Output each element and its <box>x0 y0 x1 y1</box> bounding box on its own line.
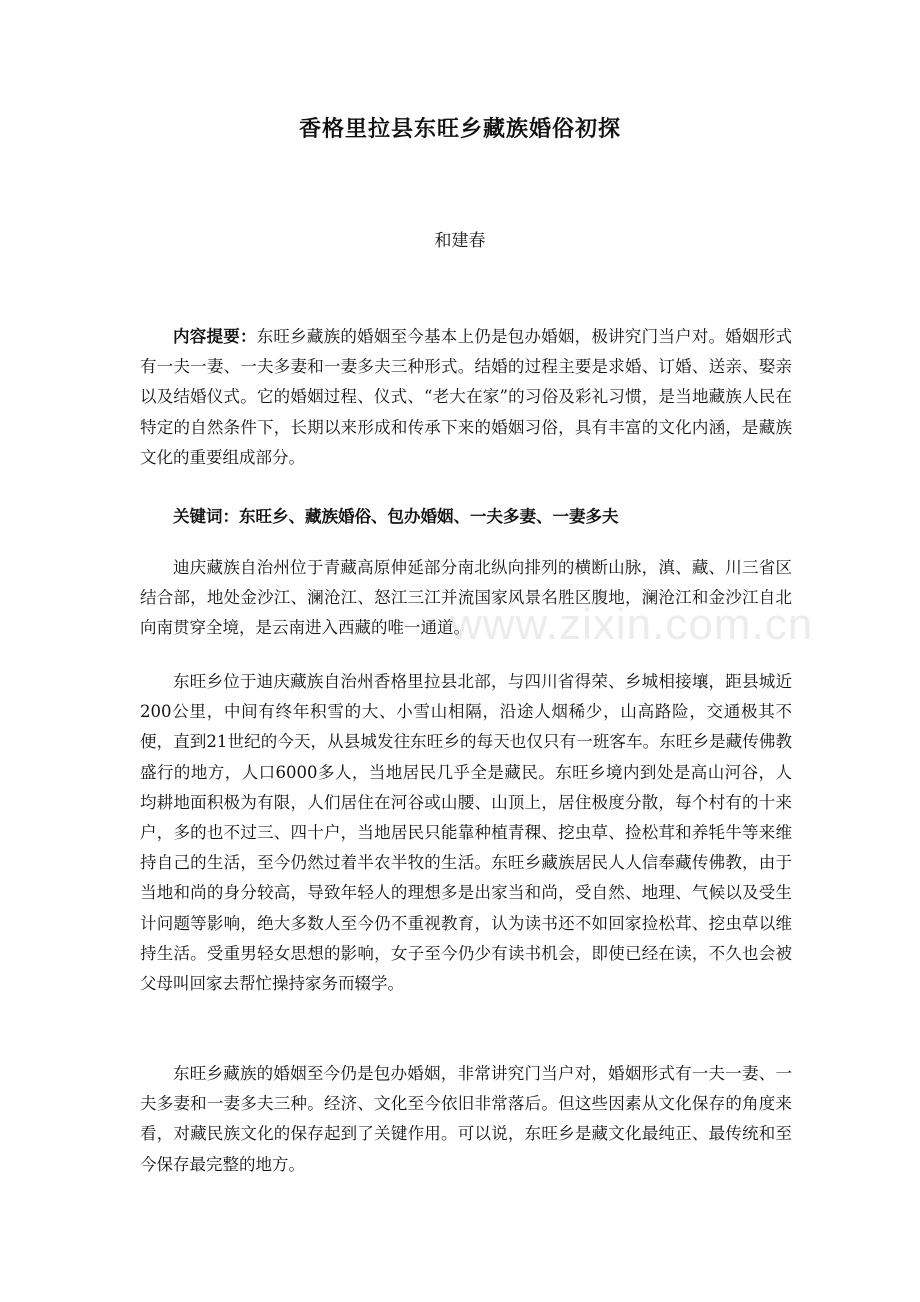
abstract-text: 东旺乡藏族的婚姻至今基本上仍是包办婚姻，极讲究门当户对。婚姻形式有一夫一妻、一夫多妻和一妻多夫三种形式。结婚的过程主要是求婚、订婚、送亲、娶亲以及结婚仪式。它的婚姻过程、仪式、“老大在家”的习俗及彩礼习惯，是当地藏族人民在特定的自然条件下，长期以来形成和传承下来的婚姻习俗，具有丰富的文化内涵，是藏族文化的重要组成部分。 <box>140 327 793 467</box>
watermark: www.zixin.com.cn <box>450 600 814 649</box>
keywords-line: 关键词：东旺乡、藏族婚俗、包办婚姻、一夫多妻、一妻多夫 <box>173 507 619 526</box>
body-paragraph-3: 东旺乡藏族的婚姻至今仍是包办婚姻，非常讲究门当户对，婚姻形式有一夫一妻、一夫多妻和一妻多夫三种。经济、文化至今依旧非常落后。但这些因素从文化保存的角度来看，对藏民族文化的保存起到了关键作用。可以说，东旺乡是藏文化最纯正、最传统和至今保存最完整的地方。 <box>140 1064 792 1174</box>
abstract-label: 内容提要： <box>173 327 257 346</box>
document-title: 香格里拉县东旺乡藏族婚俗初探 <box>298 116 621 142</box>
abstract-paragraph <box>140 322 792 473</box>
body-paragraph-1: 迪庆藏族自治州位于青藏高原伸延部分南北纵向排列的横断山脉，滇、藏、川三省区结合部，地处金沙江、澜沧江、怒江三江并流国家风景名胜区腹地，澜沧江和金沙江自北向南贯穿全境，是云南进入西藏的唯一通道。 <box>140 558 792 638</box>
author-name: 和建春 <box>434 231 486 251</box>
body-paragraph-2: 东旺乡位于迪庆藏族自治州香格里拉县北部，与四川省得荣、乡城相接壤，距县城近200公里，中间有终年积雪的大、小雪山相隔，沿途人烟稀少，山高路险，交通极其不便，直到21世纪的今天，从县城发往东旺乡的每天也仅只有一班客车。东旺乡是藏传佛教盛行的地方，人口6000多人，当地居民几乎全是藏民。东旺乡境内到处是高山河谷，人均耕地面积极为有限，人们居住在河谷或山腰、山顶上，居住极度分散，每个村有的十来户，多的也不过三、四十户，当地居民只能靠种植青稞、挖虫草、捡松茸和养牦牛等来维持自己的生活，至今仍然过着半农半牧的生活。东旺乡藏族居民人人信奉藏传佛教，由于当地和尚的身分较高，导致年轻人的理想多是出家当和尚，受自然、地理、气候以及受生计问题等影响，绝大多数人至今仍不重视教育，认为读书还不如回家捡松茸、挖虫草以维持生活。受重男轻女思想的影响，女子至今仍少有读书机会，即使已经在读，不久也会被父母叫回家去帮忙操持家务而辍学。 <box>140 672 792 994</box>
